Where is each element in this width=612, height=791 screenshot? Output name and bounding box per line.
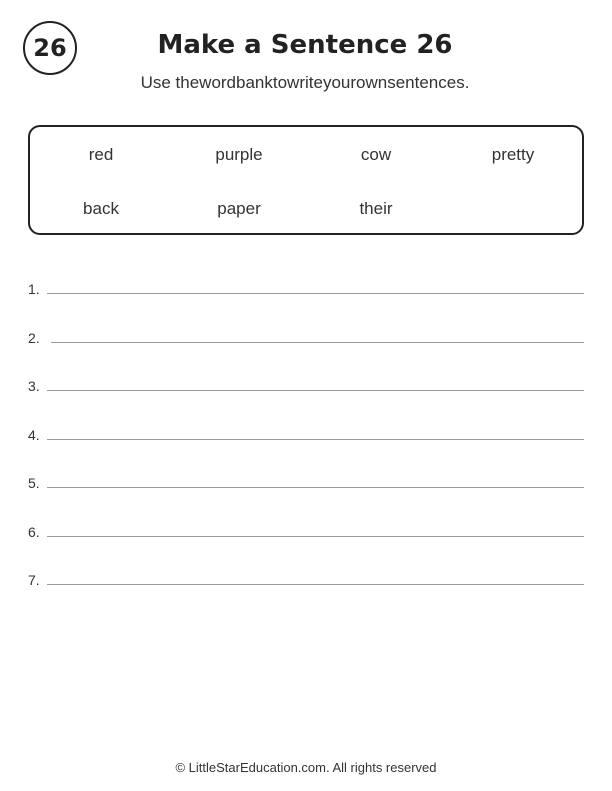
- worksheet-number-badge: [23, 21, 77, 75]
- word-bank-word: pretty: [491, 145, 535, 164]
- line-rule: [47, 487, 584, 488]
- line-rule: [47, 293, 584, 294]
- word-bank-word: their: [359, 199, 393, 218]
- writing-line[interactable]: [28, 376, 584, 396]
- word-bank-box: [28, 125, 584, 235]
- word-bank-word: back: [83, 199, 119, 218]
- writing-line[interactable]: [28, 522, 584, 542]
- line-number: 1.: [28, 281, 40, 297]
- line-rule: [47, 584, 584, 585]
- line-rule: [47, 390, 584, 391]
- word-bank-word: cow: [360, 145, 392, 164]
- writing-line[interactable]: [28, 473, 584, 493]
- writing-line[interactable]: [28, 328, 584, 348]
- page-title: Make a Sentence 26: [157, 30, 453, 60]
- writing-line[interactable]: [28, 279, 584, 299]
- line-number: 7.: [28, 572, 40, 588]
- badge-number: 26: [33, 34, 67, 62]
- line-number: 2.: [28, 330, 40, 346]
- line-number: 3.: [28, 378, 40, 394]
- line-rule: [47, 439, 584, 440]
- word-bank-word: red: [88, 145, 114, 164]
- line-rule: [51, 342, 584, 343]
- writing-line[interactable]: [28, 425, 584, 445]
- line-number: 4.: [28, 427, 40, 443]
- instructions-text: Use thewordbanktowriteyourownsentences.: [140, 73, 470, 92]
- line-number: 5.: [28, 475, 40, 491]
- line-number: 6.: [28, 524, 40, 540]
- word-bank-word: paper: [217, 199, 261, 218]
- line-rule: [47, 536, 584, 537]
- word-bank-word: purple: [215, 145, 263, 164]
- writing-line[interactable]: [28, 570, 584, 590]
- copyright-footer: © LittleStarEducation.com. All rights reserved: [175, 760, 437, 775]
